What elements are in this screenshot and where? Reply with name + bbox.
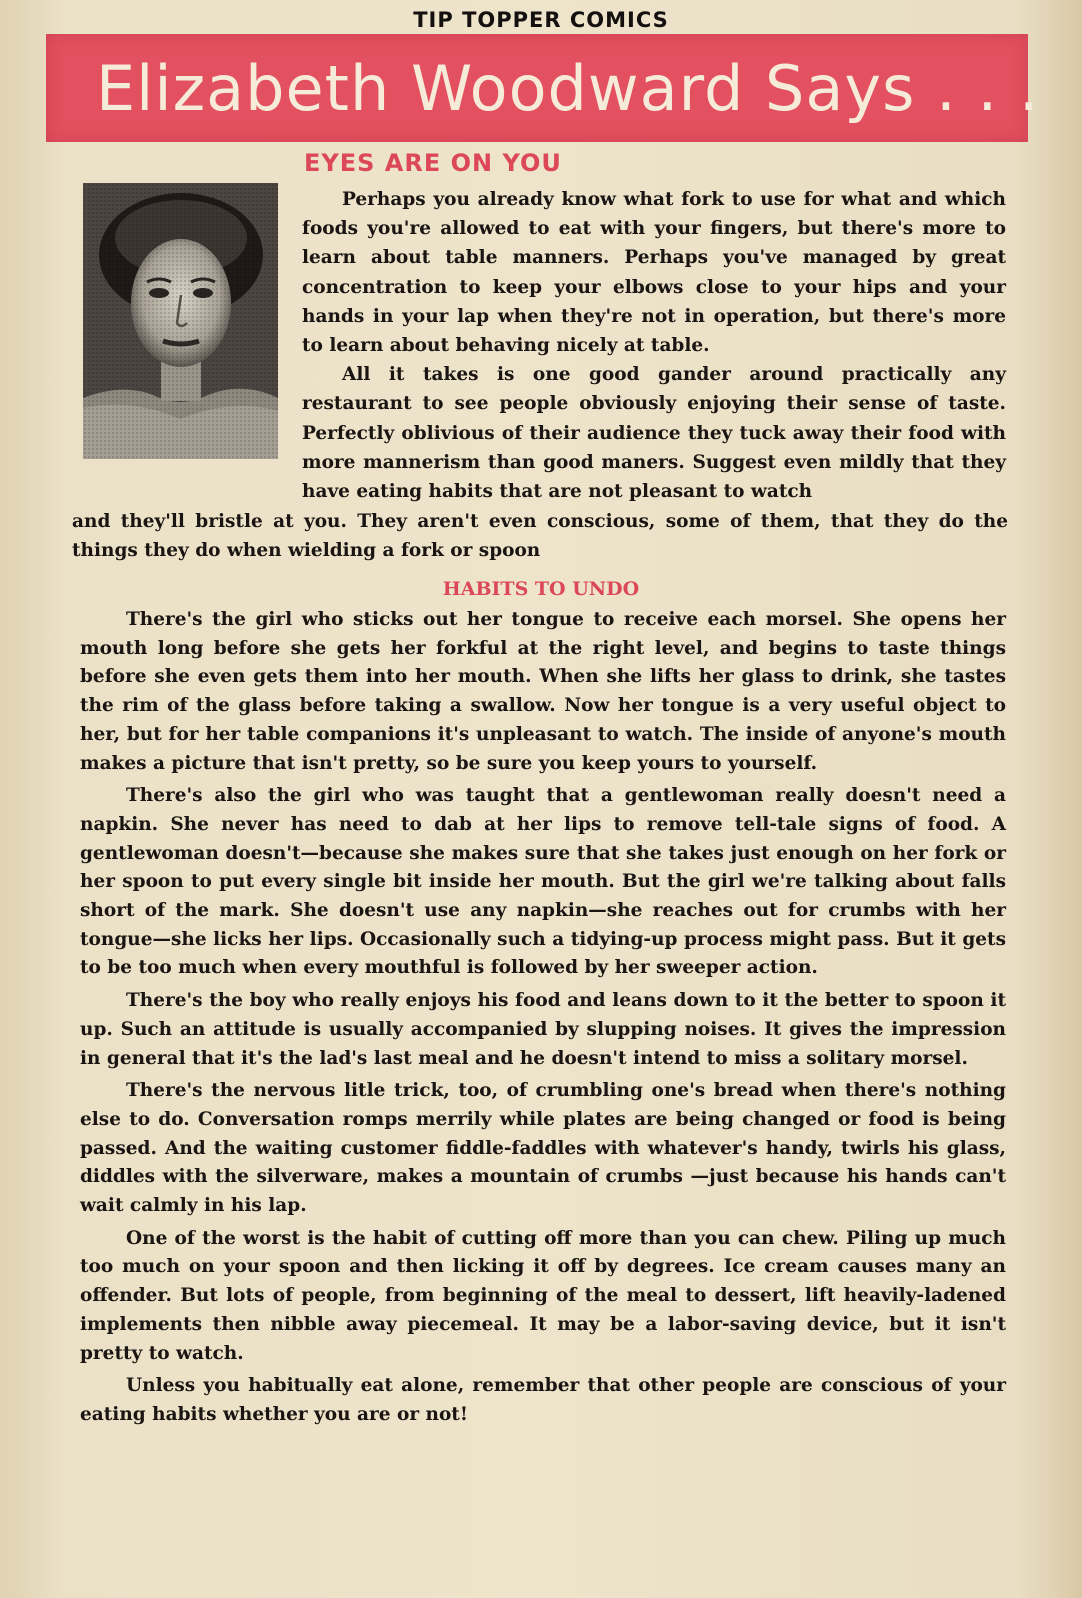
intro-paragraph-1: Perhaps you already know what fork to use for what and which foods you're allowed to eat with your fingers, but there's more to learn about table manners. Perhaps you've managed by great concentration to keep your elbows close to your hips and your hands in your lap when they're not in operation, but there's more to learn about behaving nicely at table. bbox=[302, 189, 1006, 357]
habits-paragraph-1: There's the girl who sticks out her tongue to receive each morsel. She opens her mouth long before she gets her forkful at the right level, and begins to taste things before she even gets them into her mouth. When she lifts her glass to drink, she tastes the rim of the glass before taking a swallow. Now her tongue is a very useful object to her, but for her table companions it's unpleasant to watch. The inside of anyone's mouth makes a picture that isn't pretty, so be sure you keep yours to yourself. bbox=[80, 609, 1006, 774]
column-title: Elizabeth Woodward Says . . . bbox=[96, 51, 1040, 125]
intro-continuation: and they'll bristle at you. They aren't even conscious, some of them, that they do the things they do when wielding a fork or spoon bbox=[72, 511, 1008, 562]
section-heading-habits: HABITS TO UNDO bbox=[442, 578, 640, 600]
habits-paragraph-3: There's the boy who really enjoys his food and leans down to it the better to spoon it up. Such an attitude is usually accompanied by slupping noises. It gives the impression in general that it's the lad's last meal and he doesn't intend to miss a solitary morsel. bbox=[80, 990, 1006, 1069]
habits-paragraph-4: There's the nervous litle trick, too, of crumbling one's bread when there's nothing else to do. Conversation romps merrily while plates are being changed or food is being passed. And the waiting customer fiddle-faddles with whatever's handy, twirls his glass, diddles with the silverware, makes a mountain of crumbs —just because his hands can't wait calmly in his lap. bbox=[80, 1080, 1006, 1217]
section-heading-eyes: EYES ARE ON YOU bbox=[304, 149, 562, 177]
habits-paragraph-6: Unless you habitually eat alone, remember that other people are conscious of your eating habits whether you are or not! bbox=[80, 1375, 1006, 1425]
masthead: TIP TOPPER COMICS bbox=[413, 8, 669, 32]
habits-text bbox=[80, 606, 1006, 1434]
intro-paragraph-2: All it takes is one good gander around practically any restaurant to see people obviously enjoying their sense of taste. Perfectly oblivious of their audience they tuck away their food with more mannerism than good maners. Suggest even mildly that they have eating habits that are not pleasant to watch bbox=[302, 364, 1006, 503]
title-banner bbox=[46, 34, 1040, 142]
habits-paragraph-5: One of the worst is the habit of cutting off more than you can chew. Piling up much too much on your spoon and then licking it off by degrees. Ice cream causes many an offender. But lots of people, from beginning of the meal to dessert, lift heavily-ladened implements then nibble away piecemeal. It may be a labor-saving device, but it isn't pretty to watch. bbox=[80, 1227, 1006, 1364]
habits-paragraph-2: There's also the girl who was taught that a gentlewoman really doesn't need a napkin. She never has need to dab at her lips to remove tell-tale signs of food. A gentlewoman doesn't—because she makes sure that she takes just enough on her fork or her spoon to put every single bit inside her mouth. But the girl we're talking about falls short of the mark. She doesn't use any napkin—she reaches out for crumbs with her tongue—she licks her lips. Occasionally such a tidying-up process might pass. But it gets to be too much when every mouthful is followed by her sweeper action. bbox=[80, 785, 1006, 979]
author-portrait bbox=[83, 183, 278, 459]
portrait-photo bbox=[83, 183, 278, 459]
intro-text bbox=[302, 185, 1006, 506]
